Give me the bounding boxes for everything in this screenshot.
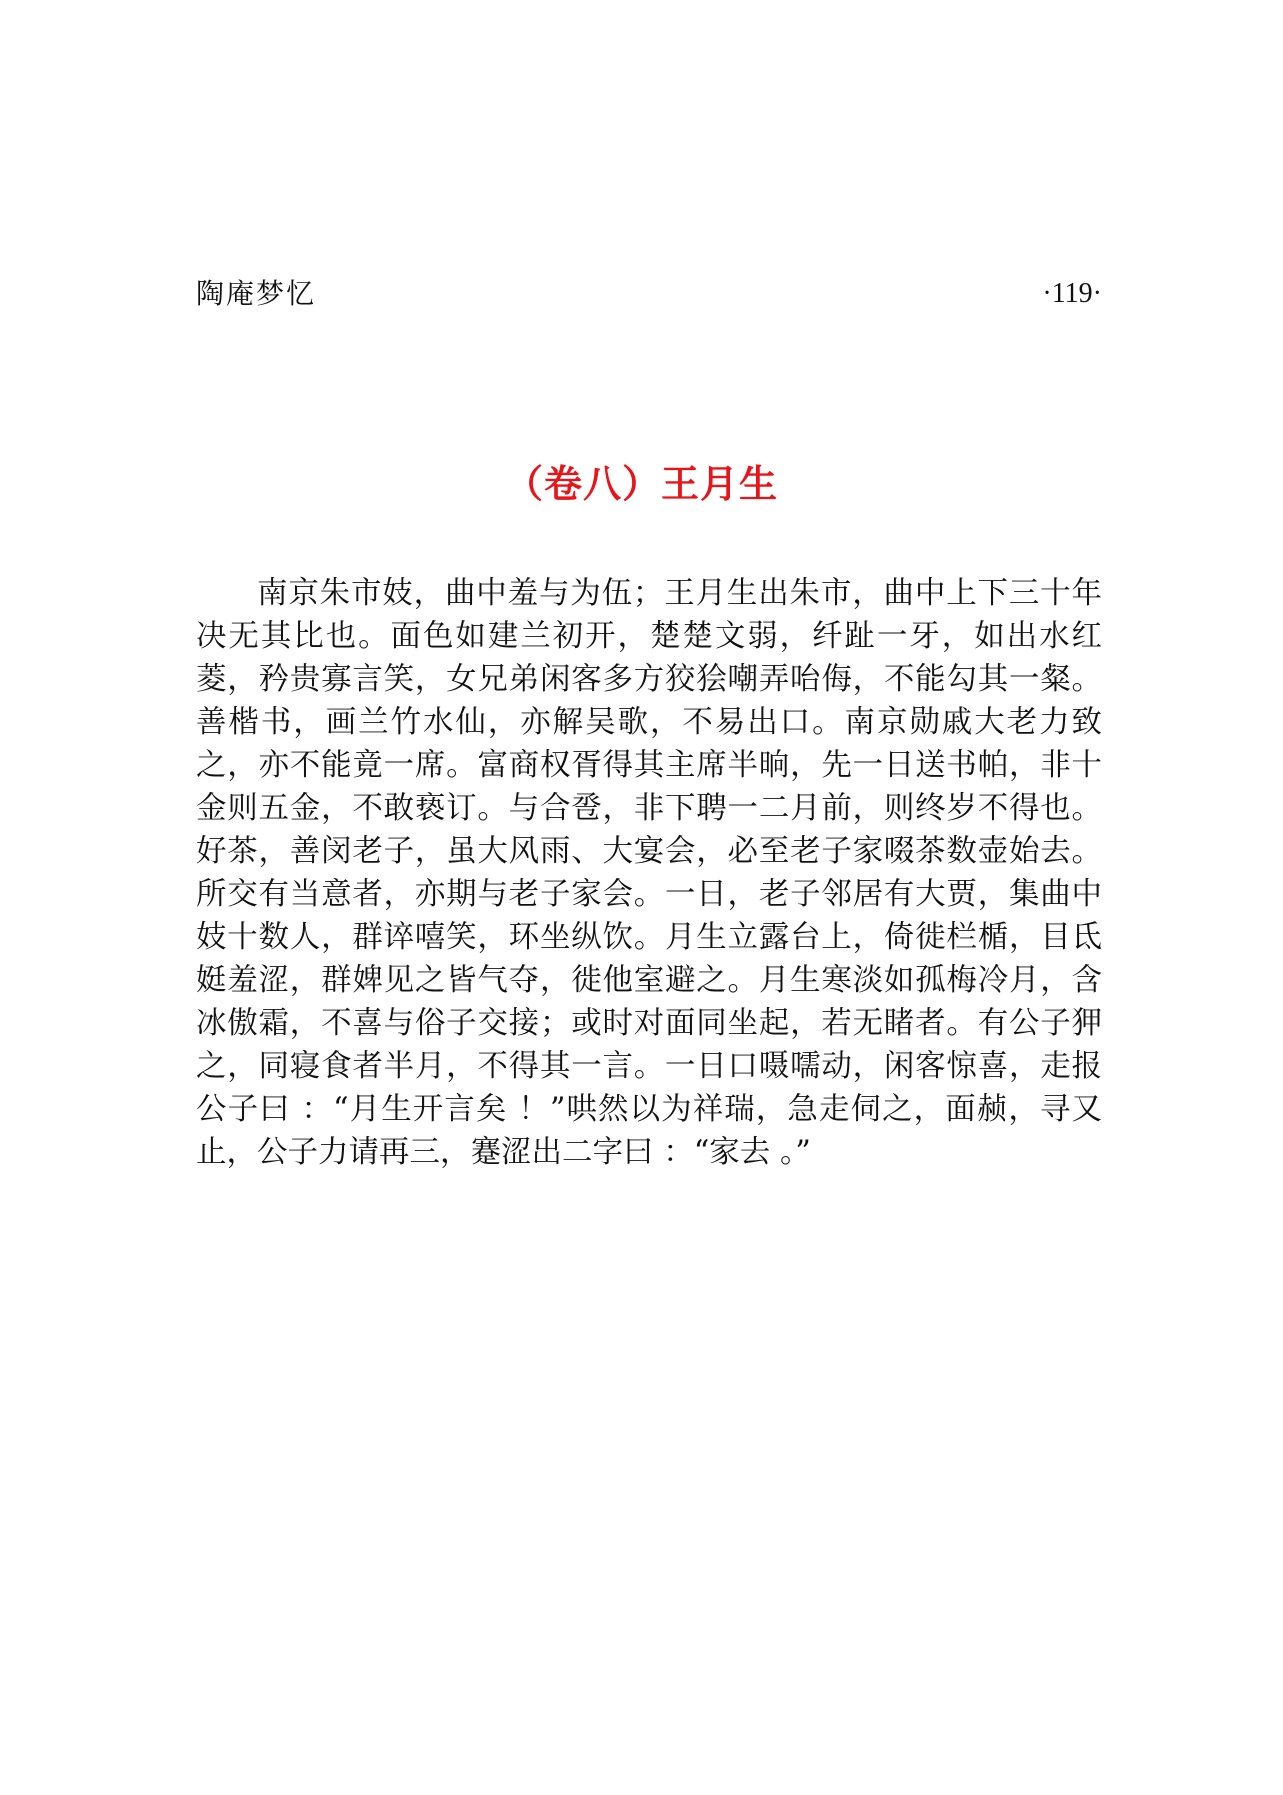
chapter-title: （卷八）王月生: [504, 462, 778, 506]
book-title: 陶庵梦忆: [196, 277, 317, 310]
body-paragraph: 南京朱市妓，曲中羞与为伍；王月生出朱市，曲中上下三十年决无其比也。面色如建兰初开，楚楚文弱，纤趾一牙，如出水红菱，矜贵寡言笑，女兄弟闲客多方狡狯嘲弄咍侮，不能勾其一粲。善楷书，画兰竹水仙，亦解吴歌，不易出口。南京勋戚大老力致之，亦不能竟一席。富商权胥得其主席半晌，先一日送书帕，非十金则五金，不敢亵订。与合卺，非下聘一二月前，则终岁不得也。好茶，善闵老子，虽大风雨、大宴会，必至老子家啜茶数壶始去。所交有当意者，亦期与老子家会。一日，老子邻居有大贾，集曲中妓十数人，群谇嘻笑，环坐纵饮。月生立露台上，倚徙栏楯，目氐娗羞涩，群婢见之皆气夺，徙他室避之。月生寒淡如孤梅冷月，含冰傲霜，不喜与俗子交接；或时对面同坐起，若无睹者。有公子狎之，同寝食者半月，不得其一言。一日口嗫嚅动，闲客惊喜，走报公子曰 ：“月生开言矣 ！”哄然以为祥瑞，急走伺之，面赪，寻又止，公子力请再三，蹇涩出二字曰 ：“家去 。”: [196, 576, 1102, 1170]
running-head: [196, 274, 1102, 314]
page-number: ·119·: [1042, 278, 1102, 309]
